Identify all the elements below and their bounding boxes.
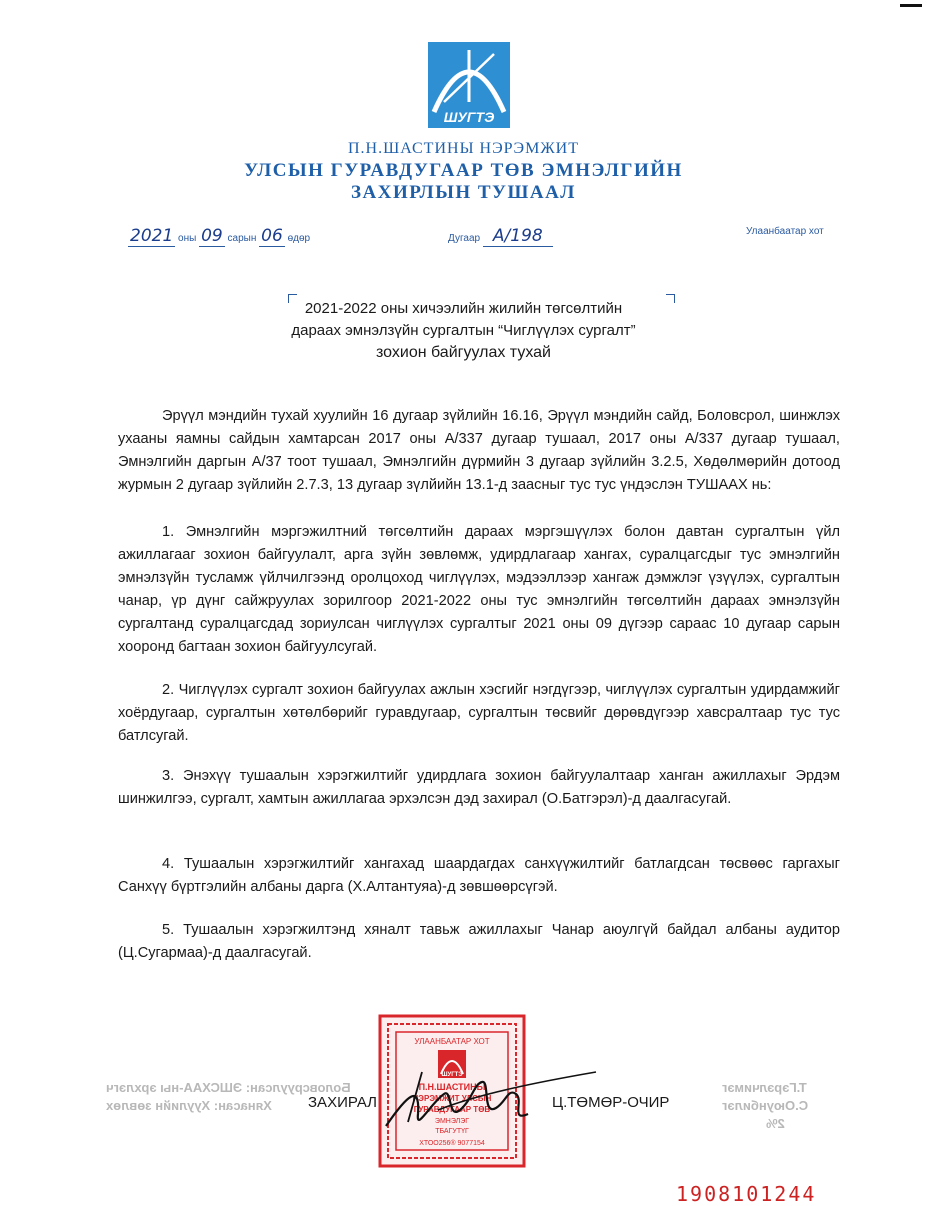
order-number-label: Дугаар xyxy=(448,233,481,244)
stamp-top-text: УЛААНБААТАР ХОТ xyxy=(414,1037,490,1046)
reference-number: 1908101244 xyxy=(676,1182,817,1206)
signature-name: Ц.ТӨМӨР-ОЧИР xyxy=(552,1094,670,1111)
order-number-field xyxy=(448,226,553,246)
title-line-3: зохион байгуулах тухай xyxy=(376,344,551,361)
bleed-right-1: Т.Гэрэлчимэг xyxy=(722,1080,807,1095)
order-number: А/198 xyxy=(483,226,553,247)
order-item-2: 2. Чиглүүлэх сургалт зохион байгуулах ажлын хэсгийг нэгдүгээр, чиглүүлэх сургалтын удирдамжийг хоёрдугаар, сургалтын хөтөлбөрийг гуравдугаар, сургалтын төсвийг дөрөвдүгээр хавсралтаар тус тус батлсугай. xyxy=(118,682,840,744)
city: Улаанбаатар хот xyxy=(746,226,824,237)
bleed-right-2: С.Оюунбилэг xyxy=(722,1098,809,1113)
date-day: 06 xyxy=(261,226,283,246)
signature-scribble xyxy=(378,1064,608,1140)
stamp-line-2: НЭРЭМЖИТ УЛСЫН xyxy=(412,1094,492,1103)
bleed-line-3: 2% xyxy=(766,1116,785,1131)
signature-title: ЗАХИРАЛ xyxy=(308,1094,378,1111)
logo-text: ШУГТЭ xyxy=(443,109,495,125)
date-month-suffix: сарын xyxy=(227,233,257,244)
date-day-suffix: өдөр xyxy=(287,233,311,244)
header-line-3: ЗАХИРЛЫН ТУШААЛ xyxy=(351,182,576,203)
stamp-line-1: П.Н.ШАСТИНЫ xyxy=(418,1082,486,1092)
date-year: 2021 xyxy=(130,226,174,246)
order-item-1: 1. Эмнэлгийн мэргэжилтний төгсөлтийн дараах мэргэшүүлэх болон давтан сургалтын үйл ажиллагааг зохион байгуулалт, арга зүйн зөвлөмж, удирдлагаар хангах, суралцагсдыг тус эмнэлгийн эмнэлзүйн тусламж үйлчилгээнд оролцоход чиглүүлэх, мэдээллээр хангаж дэмжлэг үзүүлэх, сургалтын чанар, үр дүнг сайжруулах зорилгоор 2021-2022 оны тус эмнэлгийн төгсөлтийн дараах эмнэлзүйн сургалтанд суралцагсдад зориулсан чиглүүлэх сургалтыг 2021 оны 09 дүгээр сараас 10 дугаар сарын хооронд багтаан зохион байгуулсугай. xyxy=(118,524,840,655)
title-line-2: дараах эмнэлзүйн сургалтын “Чиглүүлэх сургалт” xyxy=(291,322,636,339)
date-field xyxy=(128,226,310,246)
stamp-line-3: ГУРАВДУГААР ТӨВ xyxy=(413,1105,491,1114)
date-year-suffix: оны xyxy=(178,233,197,244)
title-line-1: 2021-2022 оны хичээлийн жилийн төгсөлтийн xyxy=(304,300,623,317)
bleed-line-2: Хянасан: Хуулийн зөвлөх xyxy=(106,1098,272,1113)
stamp-line-4: ЭМНЭЛЭГ xyxy=(434,1118,470,1125)
bleed-line-1: Боловсруулсан: ЭШСХАА-ны эрхлэгч xyxy=(106,1080,351,1095)
stamp-logo-text: ШУГТЭ xyxy=(441,1072,463,1078)
header-line-1: П.Н.ШАСТИНЫ НЭРЭМЖИТ xyxy=(348,140,579,157)
order-item-4: 4. Тушаалын хэрэгжилтийг хангахад шаардагдах санхүүжилтийг батлагдсан төсвөөс гаргахыг Санхүү бүртгэлийн албаны дарга (Х.Алтантуяа)-д зөвшөөрсүгэй. xyxy=(118,856,840,895)
order-item-5: 5. Тушаалын хэрэгжилтэнд хяналт тавьж ажиллахыг Чанар аюулгүй байдал албаны аудитор (Ц.Сугармаа)-д даалгасугай. xyxy=(118,922,840,961)
stamp-line-5: ТБАГУТҮГ xyxy=(435,1128,469,1135)
preamble-paragraph: Эрүүл мэндийн тухай хуулийн 16 дугаар зүйлийн 16.16, Эрүүл мэндийн сайд, Боловсрол, шинжлэх ухааны яамны сайдын хамтарсан 2017 оны А/337 дугаар тушаал, 2017 оны А/337 дугаар тушаал, Эмнэлгийн даргын А/37 тоот тушаал, Эмнэлгийн дүрмийн 3 дугаар зүйлийн 3.2.5, Хөдөлмөрийн дотоод журмын 2 дугаар зүйлийн 2.7.3, 13 дугаар зүлйийн 13.1-д заасныг тус тус үндэслэн ТУШААХ нь: xyxy=(118,408,840,493)
hospital-logo-icon xyxy=(428,42,510,128)
corner-mark xyxy=(900,4,922,7)
stamp-code: ХТОО256® 9077154 xyxy=(419,1140,485,1147)
order-item-3: 3. Энэхүү тушаалын хэрэгжилтийг удирдлага зохион байгуулалтаар ханган ажиллахыг Эрдэм шинжилгээ, сургалт, хамтын ажиллагаа эрхэлсэн дэд захирал (О.Батгэрэл)-д даалгасугай. xyxy=(118,768,840,807)
header-line-2: УЛСЫН ГУРАВДУГААР ТӨВ ЭМНЭЛГИЙН xyxy=(244,160,683,181)
date-month: 09 xyxy=(201,226,223,246)
